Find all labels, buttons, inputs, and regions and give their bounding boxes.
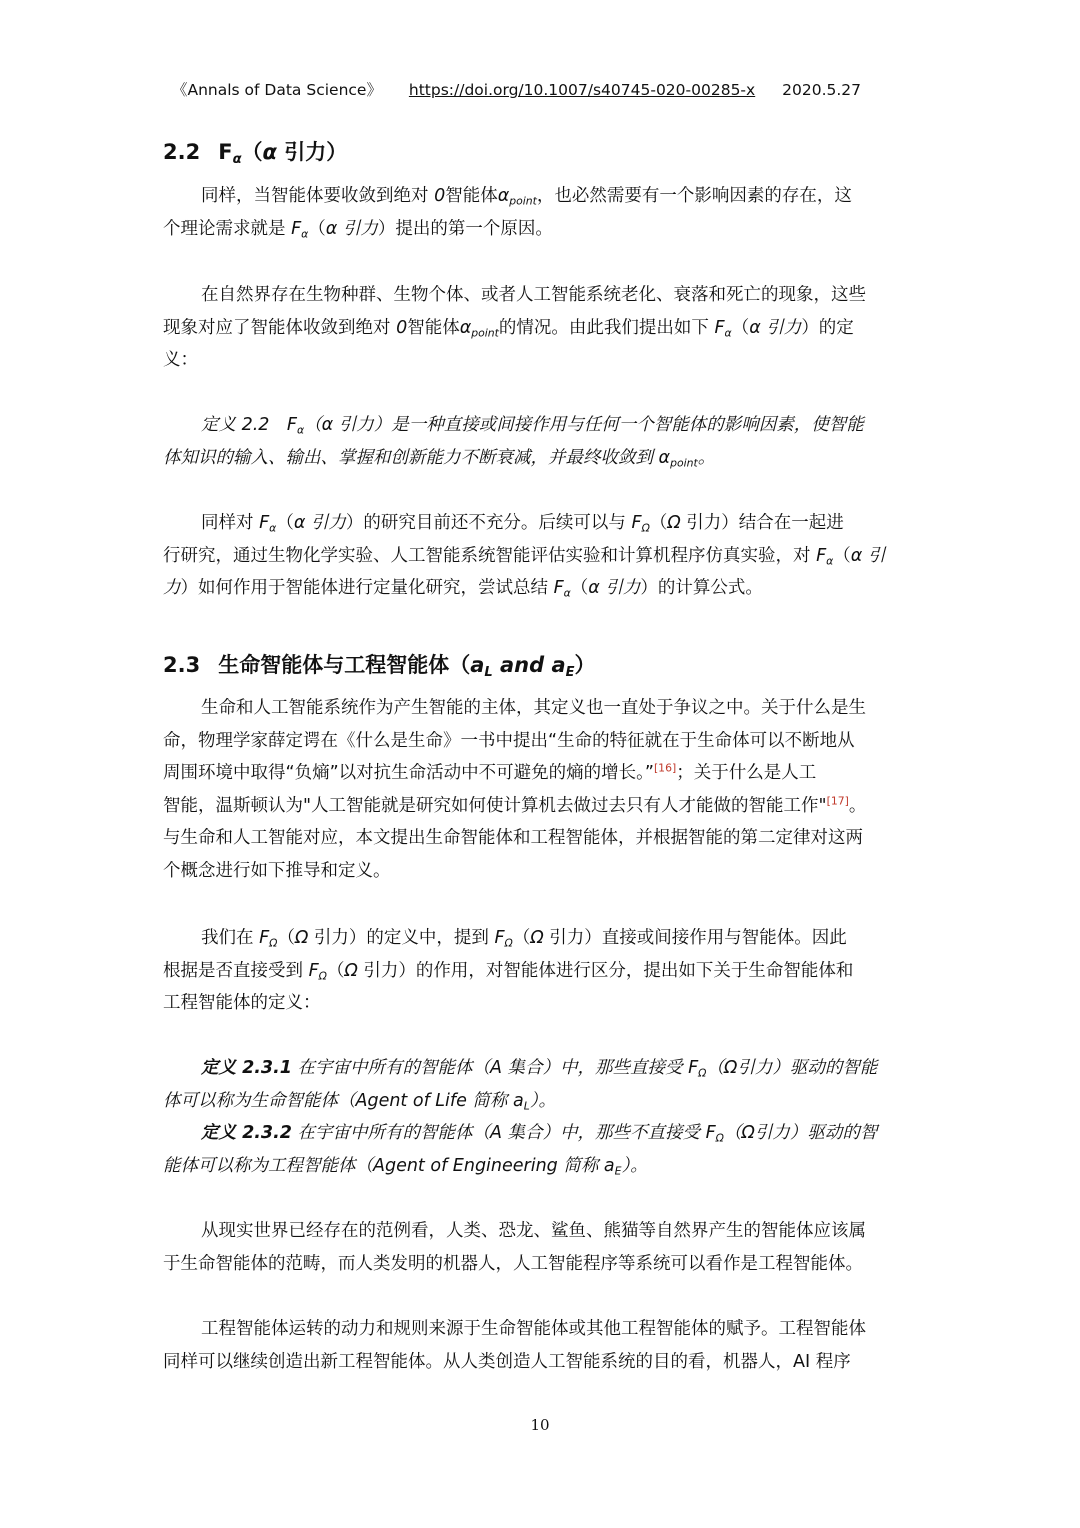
paragraph: 生命和人工智能系统作为产生智能的主体，其定义也一直处于争议之中。关于什么是生 命，物理学家薛定谔在《什么是生命》一书中提出“生命的特征就在于生命体可以不断地从 周围环境中取得“负熵”以对抗生命活动中不可避免的熵的增长。”[16]；关于什么是人工 智能，温斯顿认为"人工智能就是研究如何使计算机去做过去只有人才能做的智能工作"[17]。 与生命和人工智能对应，本文提出生命智能体和工程智能体，并根据智能的第二定律对这两 个概念进行如下推导和定义。 <box>163 698 867 881</box>
paragraph: 我们在 $F_\Omega(\Omega$ 引力）的定义中，提到 $F_\Omega(\Omega$ 引力）直接或间接作用与智能体。因此 根据是否直接受到 $F_\Omega(\Omega$ 引力）的作用，对智能体进行区分，提出如下关于生命智能体和 工程智能体的定义： <box>163 928 854 1013</box>
section-number: 2.2 <box>163 140 201 164</box>
page-number: 10 <box>530 1416 550 1434</box>
journal-name: 《Annals of Data Science》 <box>172 81 382 99</box>
section-heading-2-2: 2.2 $F_\alpha(\alpha$ 引力） <box>163 140 348 167</box>
definition-2-2: 定义 2.2 $F_\alpha(\alpha$ 引力）是一种直接或间接作用与任何一个智能体的影响因素，使智能 体知识的输入、输出、掌握和创新能力不断衰减，并最终收敛到 $\alpha_{point}$。 <box>163 415 864 469</box>
header-date: 2020.5.27 <box>782 81 862 99</box>
section-number: 2.3 <box>163 653 201 677</box>
citation-16[interactable]: [16] <box>653 761 677 775</box>
definition-2-3-1: 定义 2.3.1 在宇宙中所有的智能体（A 集合）中，那些直接受 $F_\Omega(\Omega$引力）驱动的智能 体可以称为生命智能体（Agent of Life 简称 $a_L$）。 <box>163 1058 878 1112</box>
paragraph: 在自然界存在生物种群、生物个体、或者人工智能系统老化、衰落和死亡的现象，这些 现象对应了智能体收敛到绝对 0智能体$\alpha_{point}$的情况。由此我们提出如下 $F_\alpha(\alpha$ 引力）的定 义： <box>163 285 866 370</box>
section-heading-2-3: 2.3 生命智能体与工程智能体（$a_L$ and $a_E$） <box>163 653 596 680</box>
citation-17[interactable]: [17] <box>826 794 849 807</box>
paragraph: 同样对 $F_\alpha(\alpha$ 引力）的研究目前还不充分。后续可以与 $F_\Omega(\Omega$ 引力）结合在一起进 行研究，通过生物化学实验、人工智能系统智能评估实验和计算机程序仿真实验，对 $F_\alpha(\alpha$ 引 力）如何作用于智能体进行定量化研究，尝试总结 $F_\alpha(\alpha$ 引力）的计算公式。 <box>163 513 886 600</box>
paragraph: 工程智能体运转的动力和规则来源于生命智能体或其他工程智能体的赋予。工程智能体 同样可以继续创造出新工程智能体。从人类创造人工智能系统的目的看，机器人，AI 程序 <box>163 1319 866 1372</box>
paragraph: 从现实世界已经存在的范例看，人类、恐龙、鲨鱼、熊猫等自然界产生的智能体应该属 于生命智能体的范畴，而人类发明的机器人，人工智能程序等系统可以看作是工程智能体。 <box>163 1221 866 1274</box>
doi-link[interactable]: https://doi.org/10.1007/s40745-020-00285-x <box>408 81 756 99</box>
running-header <box>172 78 861 100</box>
paragraph: 同样，当智能体要收敛到绝对 0智能体$\alpha_{point}$，也必然需要有一个影响因素的存在，这 个理论需求就是 $F_\alpha(\alpha$ 引力）提出的第一个原因。 <box>163 186 852 240</box>
definition-2-3-2: 定义 2.3.2 在宇宙中所有的智能体（A 集合）中，那些不直接受 $F_\Omega(\Omega$引力）驱动的智 能体可以称为工程智能体（Agent of Engineering 简称 $a_E$）。 <box>163 1123 878 1177</box>
